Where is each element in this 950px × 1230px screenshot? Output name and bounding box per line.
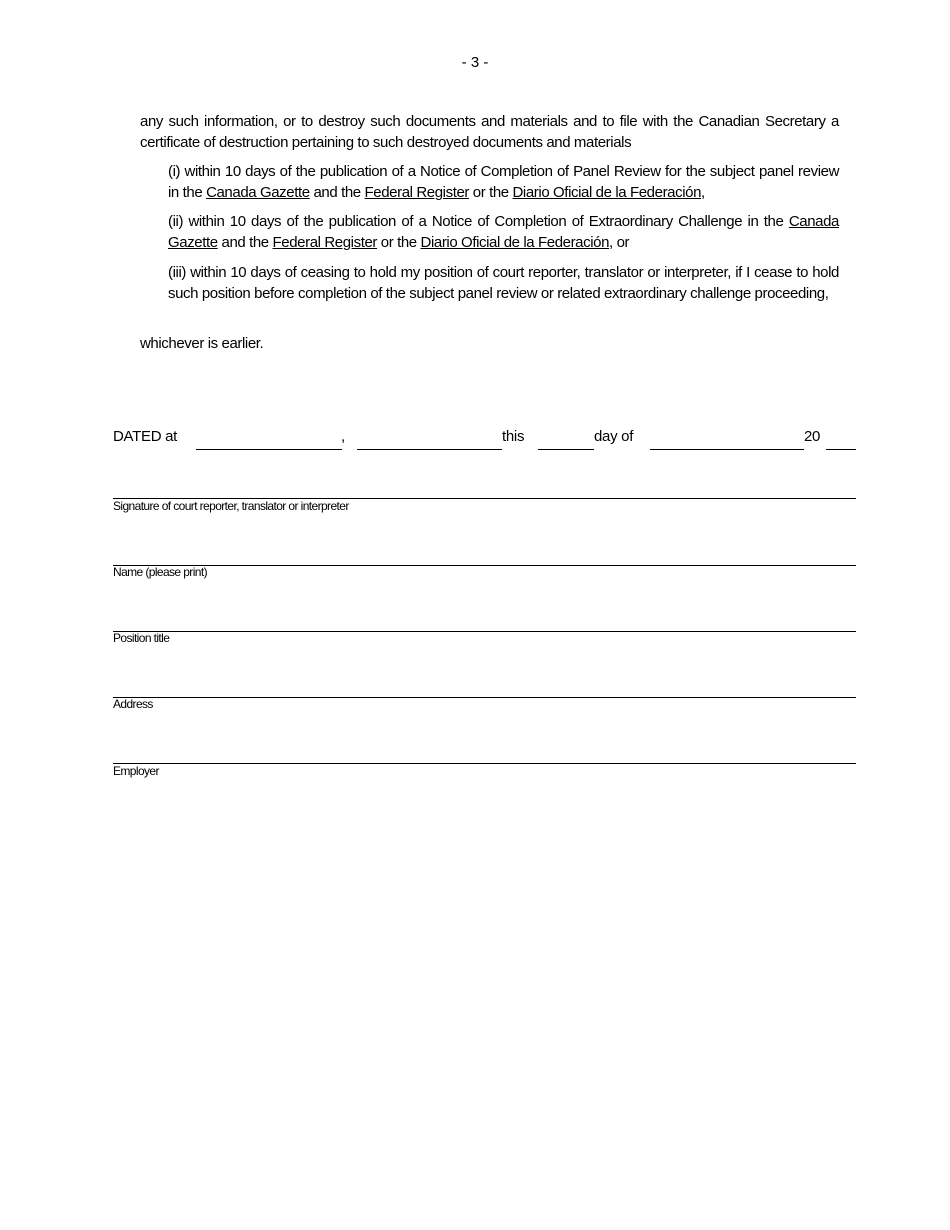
clause-ii-text-b: and the xyxy=(217,234,273,251)
clause-ii-text-a: (ii) within 10 days of the publication of a Notice of Completion of Extraordinary Challenge in the xyxy=(168,213,789,230)
dated-row xyxy=(113,426,856,452)
dated-at-label: DATED at xyxy=(113,428,178,445)
place-blank[interactable] xyxy=(196,449,342,450)
clause-i-federal-register: Federal Register xyxy=(364,184,469,201)
address-label: Address xyxy=(113,697,153,711)
day-blank[interactable] xyxy=(538,449,594,450)
page-number: - 3 - xyxy=(461,54,489,71)
clause-i-diario-oficial: Diario Oficial de la Federación xyxy=(512,184,702,201)
clause-i-text-c: or the xyxy=(469,184,513,201)
location-blank[interactable] xyxy=(357,449,502,450)
clause-ii-canada-gazette: Canada Gazette xyxy=(168,213,839,251)
clause-i-canada-gazette: Canada Gazette xyxy=(206,184,310,201)
clause-i-text-b: and the xyxy=(309,184,365,201)
month-blank[interactable] xyxy=(650,449,804,450)
address-line[interactable] xyxy=(113,697,856,698)
clause-ii-text-d: , or xyxy=(609,234,630,251)
position-line[interactable] xyxy=(113,631,856,632)
position-label: Position title xyxy=(113,631,170,645)
clause-iii: (iii) within 10 days of ceasing to hold my position of court reporter, translator or interpreter, if I cease to hold such position before completion of the subject panel review or related extraordinary challenge proceeding, xyxy=(168,264,839,302)
employer-label: Employer xyxy=(113,764,159,778)
name-label: Name (please print) xyxy=(113,565,207,579)
clause-i xyxy=(168,161,839,203)
clause-ii-text-c: or the xyxy=(377,234,421,251)
clause-ii-diario-oficial: Diario Oficial de la Federación xyxy=(420,234,610,251)
clause-ii xyxy=(168,211,839,253)
clause-ii-federal-register: Federal Register xyxy=(272,234,378,251)
day-of-label: day of xyxy=(594,428,634,445)
this-label: this xyxy=(502,428,525,445)
clause-i-text-d: , xyxy=(701,184,705,201)
name-line[interactable] xyxy=(113,565,856,566)
dated-comma: , xyxy=(341,428,345,445)
clause-i-text-a: (i) within 10 days of the publication of a Notice of Completion of Panel Review for the subject panel review in the xyxy=(168,163,839,201)
signature-label: Signature of court reporter, translator or interpreter xyxy=(113,499,349,513)
year-blank[interactable] xyxy=(826,449,856,450)
intro-paragraph: any such information, or to destroy such documents and materials and to file with the Canadian Secretary a certificate of destruction pertaining to such destroyed documents and materials xyxy=(140,113,839,151)
century-label: 20 xyxy=(804,428,821,445)
employer-line[interactable] xyxy=(113,763,856,764)
closing-line: whichever is earlier. xyxy=(140,335,264,352)
